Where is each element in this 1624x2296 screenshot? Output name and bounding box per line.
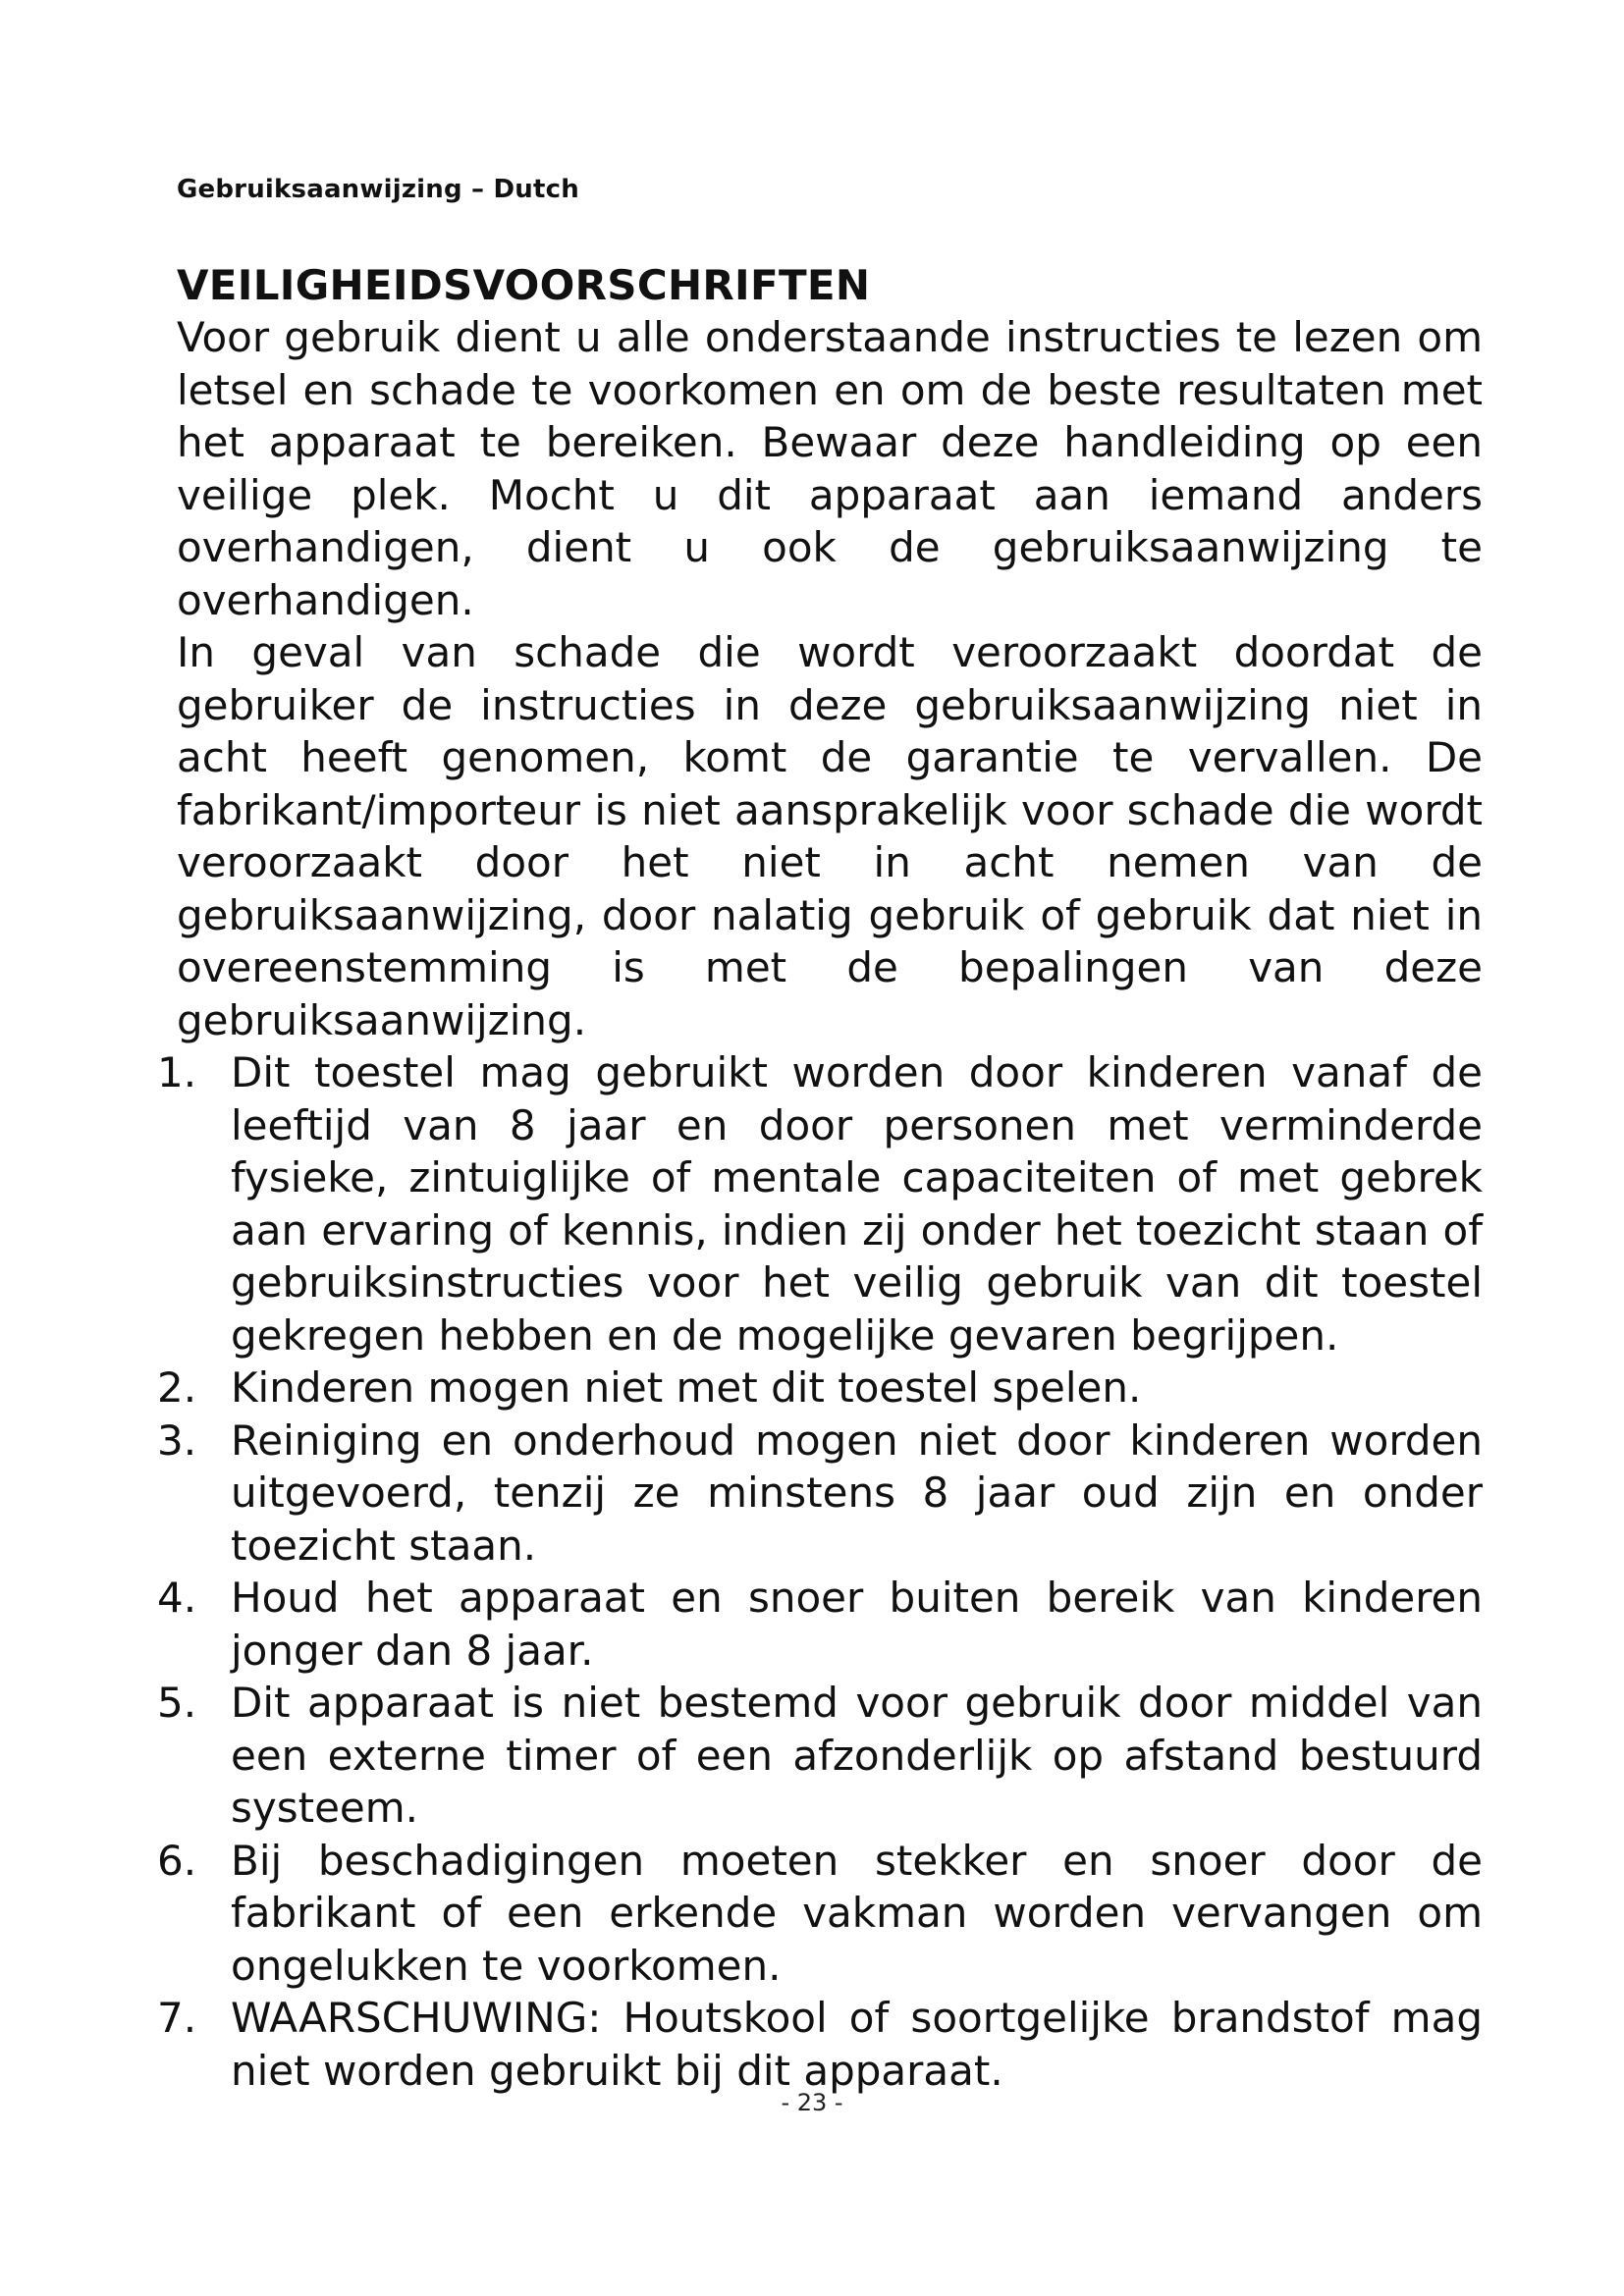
list-item-number: 2. bbox=[157, 1363, 197, 1412]
list-item-text: Reiniging en onderhoud mogen niet door kinderen worden uitgevoerd, tenzij ze minstens 8 jaar oud zijn en onder toezicht staan. bbox=[231, 1415, 1483, 1570]
list-item bbox=[157, 1362, 1483, 1415]
list-item-text: Dit apparaat is niet bestemd voor gebruik door middel van een externe timer of een afzonderlijk op afstand bestuurd systeem. bbox=[231, 1679, 1483, 1832]
list-item-text: Houd het apparaat en snoer buiten bereik van kinderen jonger dan 8 jaar. bbox=[231, 1574, 1483, 1675]
list-item-number: 6. bbox=[157, 1836, 197, 1885]
safety-instructions-list bbox=[157, 1046, 1483, 2097]
list-item bbox=[157, 1046, 1483, 1362]
list-item-text: Bij beschadigingen moeten stekker en snoer door de fabrikant of een erkende vakman worden vervangen om ongelukken te voorkomen. bbox=[231, 1836, 1483, 1990]
list-item bbox=[157, 1677, 1483, 1835]
list-item-text: Kinderen mogen niet met dit toestel spelen. bbox=[231, 1363, 1142, 1412]
list-item-number: 1. bbox=[157, 1048, 197, 1096]
list-item-number: 5. bbox=[157, 1679, 197, 1727]
document-content bbox=[157, 260, 1483, 2097]
list-item bbox=[157, 1572, 1483, 1677]
list-item bbox=[157, 1992, 1483, 2097]
list-item-text: WAARSCHUWING: Houtskool of soortgelijke brandstof mag niet worden gebruikt bij dit apparaat. bbox=[231, 1994, 1483, 2095]
list-item-number: 7. bbox=[157, 1994, 197, 2042]
list-item-text: Dit toestel mag gebruikt worden door kinderen vanaf de leeftijd van 8 jaar en door personen met verminderde fysieke, zintuiglijke of mentale capaciteiten of met gebrek aan ervaring of kennis, indien zij onder het toezicht staan of gebruiksinstructies voor het veilig gebruik van dit toestel gekregen hebben en de mogelijke gevaren begrijpen. bbox=[231, 1048, 1483, 1360]
list-item bbox=[157, 1835, 1483, 1993]
document-header: Gebruiksaanwijzing – Dutch bbox=[177, 175, 579, 204]
page-number: - 23 - bbox=[781, 2089, 843, 2116]
liability-paragraph: In geval van schade die wordt veroorzaakt doordat de gebruiker de instructies in deze gebruiksaanwijzing niet in acht heeft genomen, komt de garantie te vervallen. De fabrikant/importeur is niet aansprakelijk voor schade die wordt veroorzaakt door het niet in acht nemen van de gebruiksaanwijzing, door nalatig gebruik of gebruik dat niet in overeenstemming is met de bepalingen van deze gebruiksaanwijzing. bbox=[177, 628, 1483, 1044]
list-item bbox=[157, 1415, 1483, 1573]
section-title: VEILIGHEIDSVOORSCHRIFTEN bbox=[177, 261, 871, 309]
intro-paragraph: Voor gebruik dient u alle onderstaande instructies te lezen om letsel en schade te voorkomen en om de beste resultaten met het apparaat te bereiken. Bewaar deze handleiding op een veilige plek. Mocht u dit apparaat aan iemand anders overhandigen, dient u ook de gebruiksaanwijzing te overhandigen. bbox=[177, 313, 1483, 624]
list-item-number: 3. bbox=[157, 1415, 197, 1465]
list-item-number: 4. bbox=[157, 1574, 197, 1622]
